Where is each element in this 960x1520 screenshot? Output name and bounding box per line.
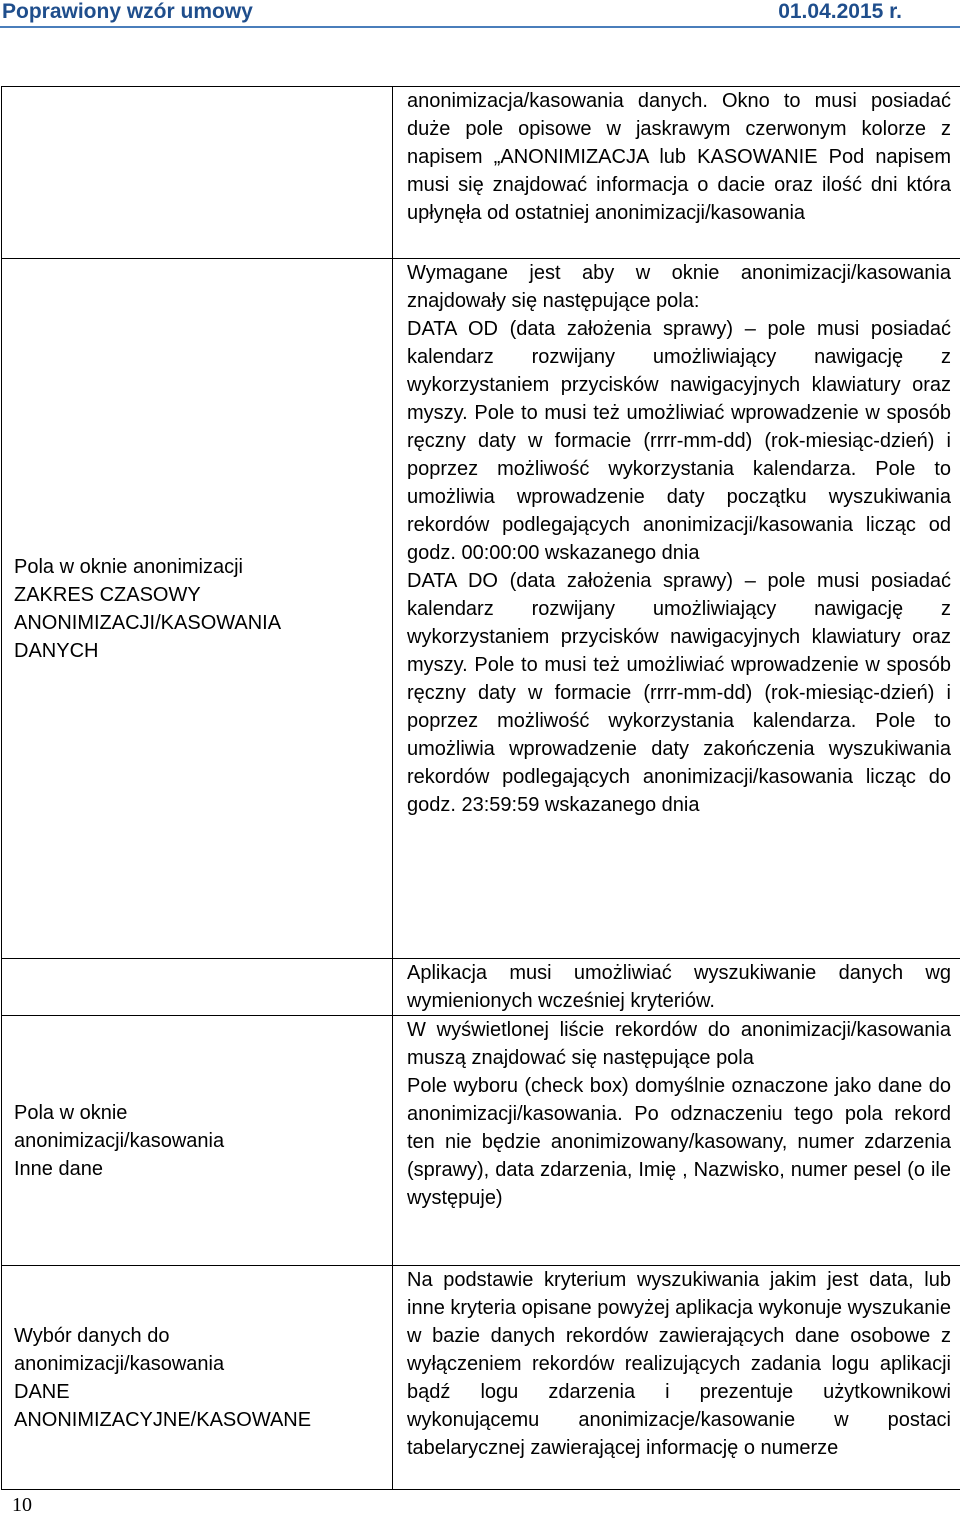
row-label-cell xyxy=(2,87,393,259)
row-description-cell xyxy=(393,259,960,959)
page-header xyxy=(0,0,960,28)
table-row xyxy=(2,87,960,259)
label-line: Inne dane xyxy=(14,1157,103,1180)
label-line: Wybór danych do xyxy=(14,1324,170,1347)
label-line: ZAKRES CZASOWY xyxy=(14,583,201,606)
label-line: anonimizacji/kasowania xyxy=(14,1129,225,1152)
description-paragraph: W wyświetlonej liście rekordów do anonimizacji/kasowania muszą znajdować się następujące pola xyxy=(407,1019,951,1069)
row-label-cell xyxy=(2,259,393,959)
description-paragraph: anonimizacja/kasowania danych. Okno to musi posiadać duże pole opisowe w jaskrawym czerwonym kolorze z napisem „ANONIMIZACJA lub KASOWANIE Pod napisem musi się znajdować informacja o dacie oraz ilość dni która upłynęła od ostatniej anonimizacji/kasowania xyxy=(407,90,951,224)
row-label-cell xyxy=(2,1266,393,1490)
row-label-cell xyxy=(2,959,393,1016)
document-date: 01.04.2015 r. xyxy=(778,0,902,23)
table-row xyxy=(2,259,960,959)
description-paragraph: DATA OD (data założenia sprawy) – pole musi posiadać kalendarz rozwijany umożliwiający nawigację z wykorzystaniem przycisków nawigacyjnych klawiatury oraz myszy. Pole to musi też umożliwiać wprowadzenie w sposób ręczny daty w formacie (rrrr-mm-dd) (rok-miesiąc-dzień) i poprzez możliwość wykorzystania kalendarza. Pole to umożliwia wprowadzenie daty początku wyszukiwania rekordów podlegających anonimizacji/kasowania licząc od godz. 00:00:00 wskazanego dnia xyxy=(407,318,951,564)
row-description-cell xyxy=(393,1016,960,1266)
label-line: ANONIMIZACYJNE/KASOWANE xyxy=(14,1408,312,1431)
label-line: DANE xyxy=(14,1380,70,1403)
label-line: anonimizacji/kasowania xyxy=(14,1352,225,1375)
description-paragraph: Pole wyboru (check box) domyślnie oznaczone jako dane do anonimizacji/kasowania. Po odznaczeniu tego pola rekord ten nie będzie anonimizowany/kasowany, numer zdarzenia (sprawy), data zdarzenia, Imię , Nazwisko, numer pesel (o ile występuje) xyxy=(407,1075,951,1209)
label-line: DANYCH xyxy=(14,639,99,662)
table-row xyxy=(2,959,960,1016)
description-paragraph: Aplikacja musi umożliwiać wyszukiwanie danych wg wymienionych wcześniej kryteriów. xyxy=(407,962,951,1012)
label-line: Pola w oknie xyxy=(14,1101,128,1124)
label-line: ANONIMIZACJI/KASOWANIA xyxy=(14,611,282,634)
row-description-cell xyxy=(393,1266,960,1490)
table-row xyxy=(2,1266,960,1490)
page-number: 10 xyxy=(12,1494,32,1516)
description-paragraph: Wymagane jest aby w oknie anonimizacji/kasowania znajdowały się następujące pola: xyxy=(407,262,951,312)
requirements-table xyxy=(1,86,960,1490)
description-paragraph: DATA DO (data założenia sprawy) – pole musi posiadać kalendarz rozwijany umożliwiający nawigację z wykorzystaniem przycisków nawigacyjnych klawiatury oraz myszy. Pole to musi też umożliwiać wprowadzenie w sposób ręczny daty w formacie (rrrr-mm-dd) (rok-miesiąc-dzień) i poprzez możliwość wykorzystania kalendarza. Pole to umożliwia wprowadzenie daty zakończenia wyszukiwania rekordów podlegających anonimizacji/kasowania licząc do godz. 23:59:59 wskazanego dnia xyxy=(407,570,951,816)
description-paragraph: Na podstawie kryterium wyszukiwania jakim jest data, lub inne kryteria opisane powyżej aplikacja wykonuje wyszukanie w bazie danych rekordów zawierających dane osobowe z wyłączeniem rekordów realizujących zadania logu aplikacji bądź logu zdarzenia i prezentuje użytkownikowi wykonującemu anonimizacje/kasowanie w postaci tabelarycznej zawierającej informację o numerze xyxy=(407,1269,951,1459)
row-description-cell xyxy=(393,959,960,1016)
document-title: Poprawiony wzór umowy xyxy=(2,0,253,23)
table-row xyxy=(2,1016,960,1266)
label-line: Pola w oknie anonimizacji xyxy=(14,555,244,578)
row-description-cell xyxy=(393,87,960,259)
row-label-cell xyxy=(2,1016,393,1266)
